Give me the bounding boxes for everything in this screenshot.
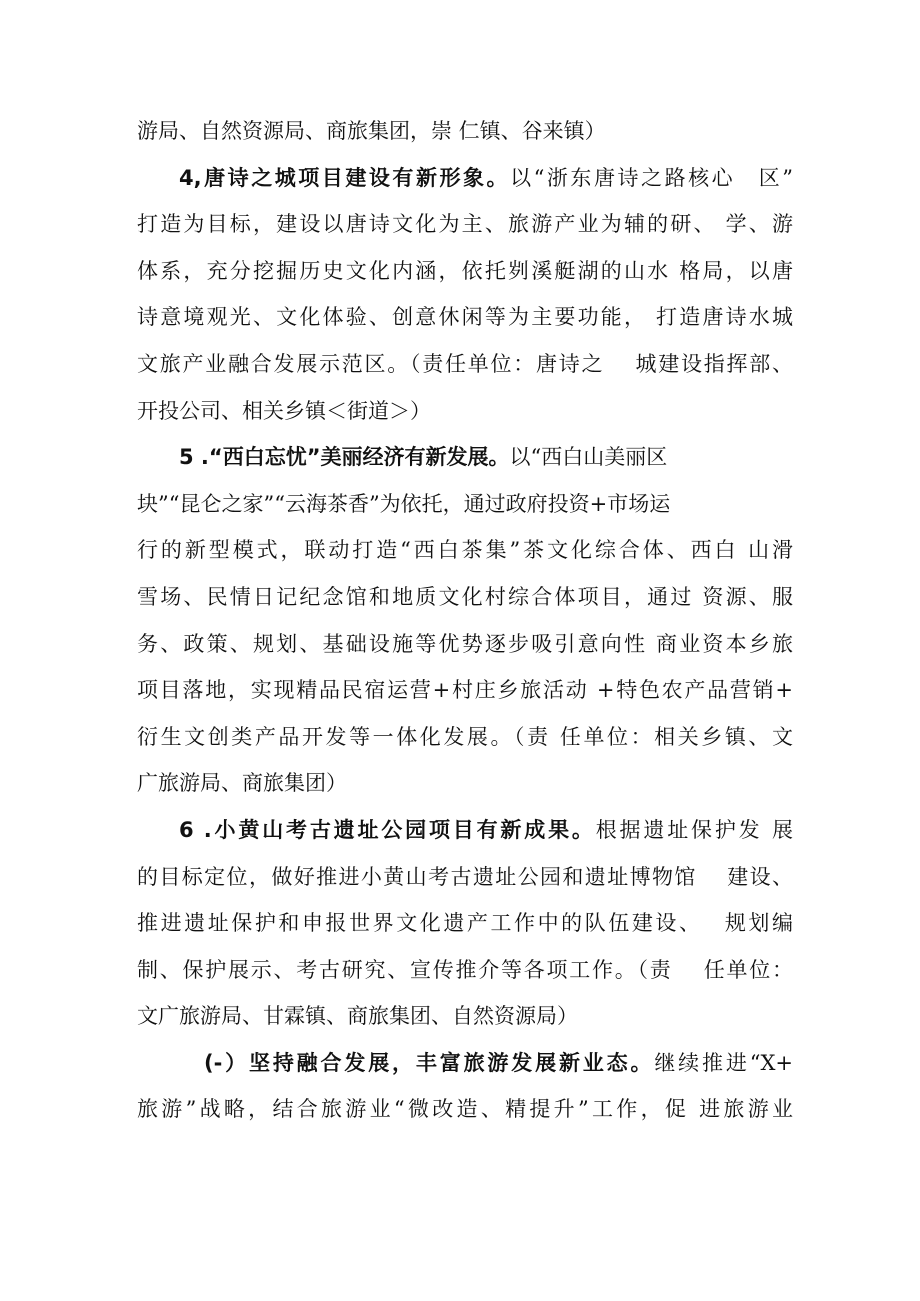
section-line: 旅游”战略，结合旅游业“微改造、精提升”工作，促 进旅游业 <box>137 1097 793 1122</box>
item4-line: 诗意境观光、文化体验、创意休闲等为主要功能， 打造唐诗水城 <box>137 305 793 330</box>
item6-line: 文广旅游局、甘霖镇、商旅集团、自然资源局） <box>137 1004 578 1029</box>
item5-line: 衍生文创类产品开发等一体化发展。（责 任单位：相关乡镇、文 <box>137 724 793 749</box>
item4-first-line <box>137 155 793 202</box>
item5-text: 以“西白山美丽区 <box>509 445 668 470</box>
document-body <box>137 108 793 1133</box>
item6-line: 推进遗址保护和申报世界文化遗产工作中的队伍建设、 规划编 <box>137 911 793 936</box>
item6-text: 根据遗址保护发 展 <box>595 817 793 842</box>
item4-line: 文旅产业融合发展示范区。（责任单位：唐诗之 城建设指挥部、 <box>137 351 793 376</box>
item5-line: 雪场、民情日记纪念馆和地质文化村综合体项目，通过 资源、服 <box>137 584 793 609</box>
continuation-line: 游局、自然资源局、商旅集团，崇 仁镇、谷来镇） <box>137 119 606 143</box>
item5-line: 务、政策、规划、基础设施等优势逐步吸引意向性 商业资本乡旅 <box>137 631 793 656</box>
item4-line: 打造为目标，建设以唐诗文化为主、旅游产业为辅的研、 学、游 <box>137 212 793 237</box>
item4-text: 以“浙东唐诗之路核心 区” <box>510 165 793 190</box>
item4-heading: 4,唐诗之城项目建设有新形象。 <box>179 165 511 190</box>
item5-line: 广旅游局、商旅集团） <box>137 771 347 796</box>
item5-line: 项目落地，实现精品民宿运营+村庄乡旅活动 +特色农产品营销+ <box>137 678 793 703</box>
item6-heading: 6 .小黄山考古遗址公园项目有新成果。 <box>179 817 596 842</box>
section-first-line <box>137 1040 793 1087</box>
item5-line: 块”“昆仑之家”“云海茶香”为依托，通过政府投资+市场运 <box>137 491 671 516</box>
item4-line: 开投公司、相关乡镇＜街道＞） <box>137 398 431 423</box>
section-text: 继续推进“X+ <box>654 1050 793 1075</box>
item5-first-line <box>137 434 793 481</box>
item4-line: 体系，充分挖掘历史文化内涵，依托刿溪艇湖的山水 格局，以唐 <box>137 258 793 283</box>
section-heading: (-）坚持融合发展，丰富旅游发展新业态。 <box>204 1050 655 1075</box>
item6-line: 制、保护展示、考古研究、宣传推介等各项工作。（责 任单位： <box>137 957 793 982</box>
item5-heading: 5 .“西白忘忧”美丽经济有新发展。 <box>179 445 510 470</box>
item5-line: 行的新型模式，联动打造“西白茶集”茶文化综合体、西白 山滑 <box>137 538 793 563</box>
item6-first-line <box>137 807 793 854</box>
item6-line: 的目标定位，做好推进小黄山考古遗址公园和遗址博物馆 建设、 <box>137 864 793 889</box>
